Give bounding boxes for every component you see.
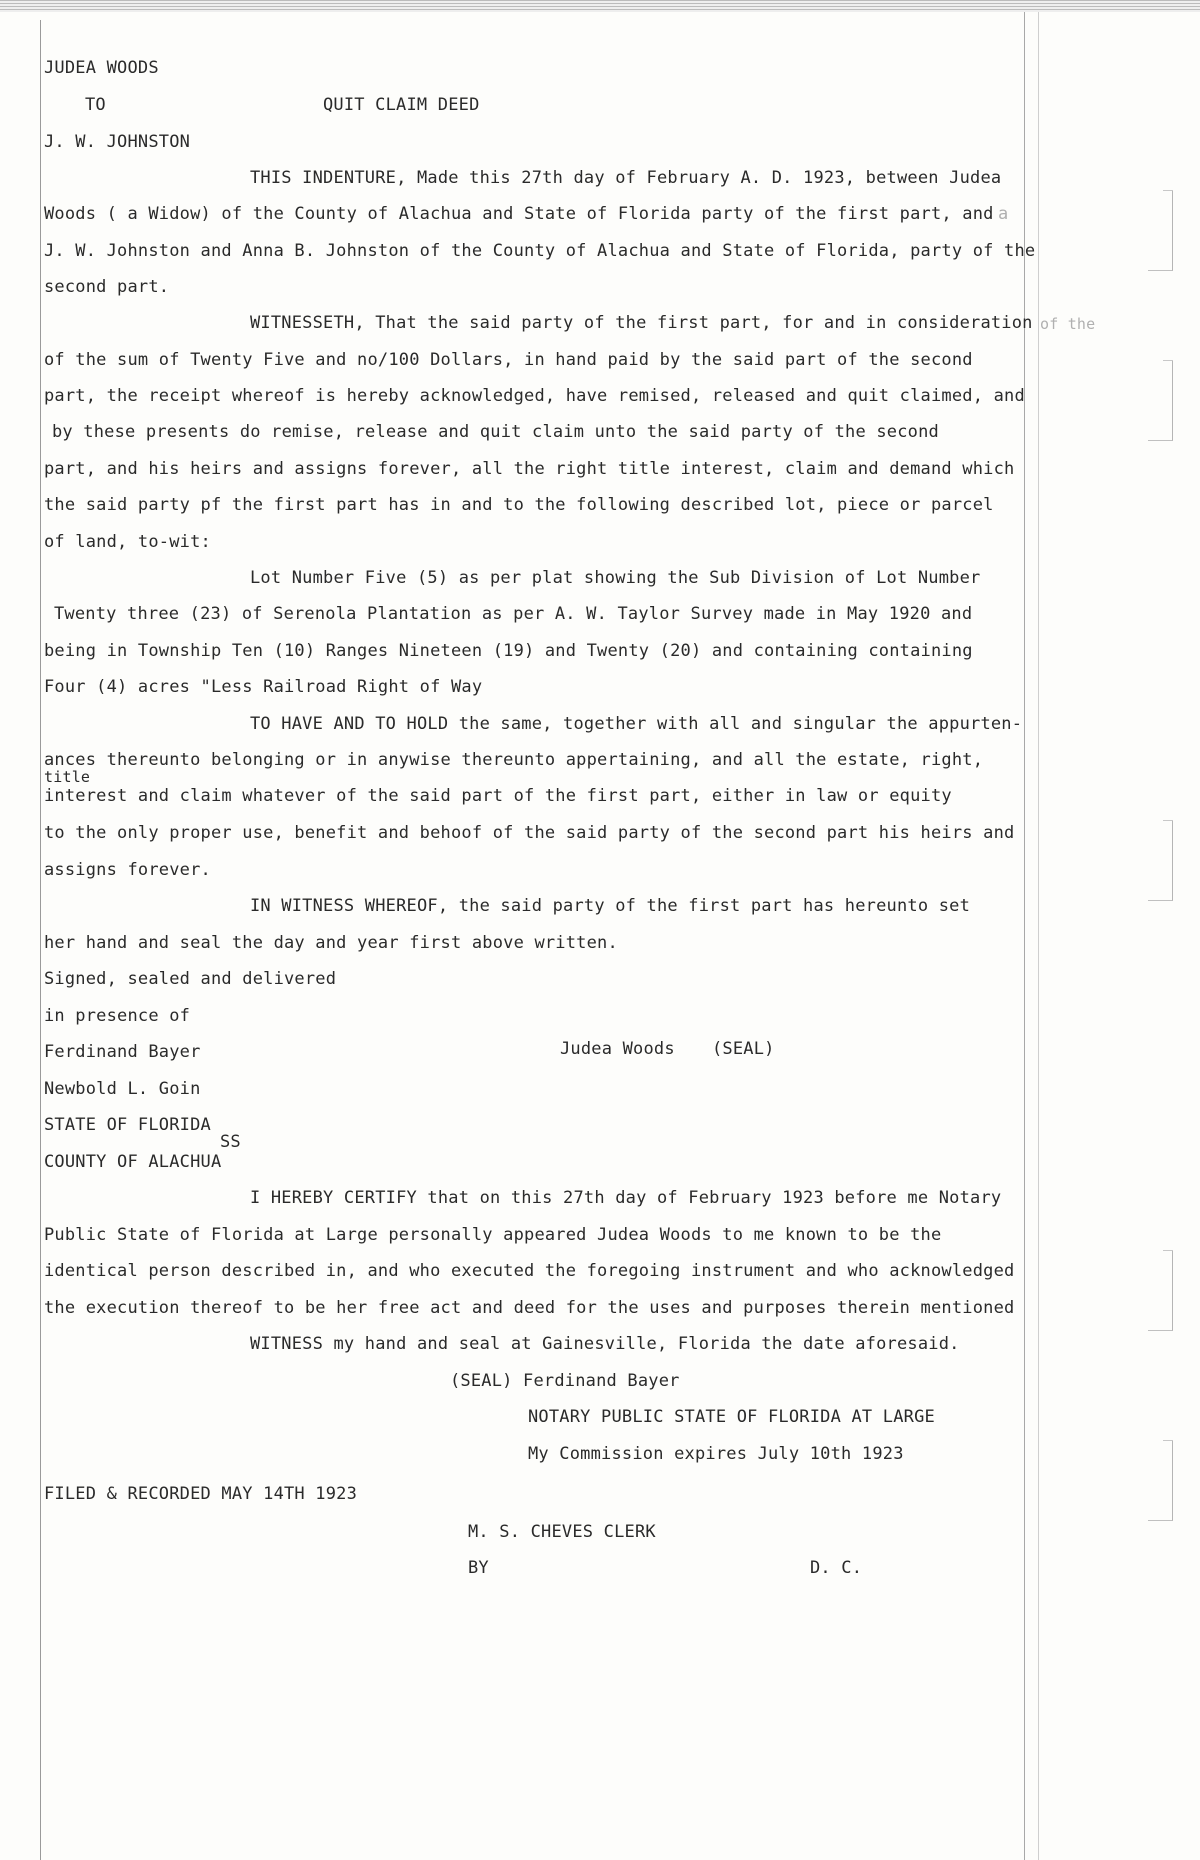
in-presence-line: in presence of	[44, 1006, 191, 1026]
signer-name: Judea Woods	[560, 1039, 675, 1059]
clerk-name: M. S. CHEVES CLERK	[468, 1522, 656, 1542]
deputy-clerk-label: D. C.	[810, 1558, 863, 1578]
by-label: BY	[468, 1558, 489, 1578]
margin-bracket-mark	[1148, 1250, 1173, 1331]
body-line: Four (4) acres "Less Railroad Right of Way	[44, 677, 483, 697]
document-title: QUIT CLAIM DEED	[323, 95, 480, 115]
body-line: ances thereunto belonging or in anywise thereunto appertaining, and all the estate, right,	[44, 750, 984, 770]
venue-state: STATE OF FLORIDA	[44, 1115, 211, 1135]
witness-name: Newbold L. Goin	[44, 1079, 201, 1099]
page-top-edge	[0, 0, 1200, 12]
signed-sealed-line: Signed, sealed and delivered	[44, 969, 337, 989]
left-margin-rule	[40, 20, 41, 1860]
body-line: second part.	[44, 277, 170, 297]
body-line: to the only proper use, benefit and behoof of the said party of the second part his heirs and	[44, 823, 1015, 843]
body-line: interest and claim whatever of the said part of the first part, either in law or equity	[44, 786, 952, 806]
body-line: of land, to-wit:	[44, 532, 211, 552]
notary-seal-name: (SEAL) Ferdinand Bayer	[450, 1371, 680, 1391]
grantor-name: JUDEA WOODS	[44, 58, 159, 78]
body-line: Lot Number Five (5) as per plat showing the Sub Division of Lot Number	[250, 568, 981, 588]
signer-seal: (SEAL)	[712, 1039, 775, 1059]
body-line: being in Township Ten (10) Ranges Nineteen (19) and Twenty (20) and containing containing	[44, 641, 973, 661]
body-line: of the sum of Twenty Five and no/100 Dollars, in hand paid by the said part of the second	[44, 350, 973, 370]
body-line: Twenty three (23) of Serenola Plantation as per A. W. Taylor Survey made in May 1920 and	[54, 604, 973, 624]
venue-county: COUNTY OF ALACHUA	[44, 1152, 222, 1172]
to-label: TO	[85, 95, 106, 115]
body-line: THIS INDENTURE, Made this 27th day of February A. D. 1923, between Judea	[250, 168, 1002, 188]
margin-bracket-mark	[1148, 820, 1173, 901]
body-line: by these presents do remise, release and quit claim unto the said party of the second	[52, 422, 939, 442]
certificate-line: I HEREBY CERTIFY that on this 27th day of February 1923 before me Notary	[250, 1188, 1002, 1208]
body-line: assigns forever.	[44, 860, 211, 880]
body-line: WITNESSETH, That the said party of the first part, for and in consideration	[250, 313, 1033, 333]
margin-bracket-mark	[1148, 1440, 1173, 1521]
body-line: J. W. Johnston and Anna B. Johnston of the County of Alachua and State of Florida, party of the	[44, 241, 1036, 261]
body-line: part, and his heirs and assigns forever, all the right title interest, claim and demand which	[44, 459, 1015, 479]
margin-bracket-mark	[1148, 190, 1173, 271]
certificate-line: Public State of Florida at Large personally appeared Judea Woods to me known to be the	[44, 1225, 942, 1245]
body-line: her hand and seal the day and year first above written.	[44, 933, 618, 953]
margin-faint-text: a	[998, 204, 1009, 224]
margin-faint-text: of the	[1040, 315, 1096, 333]
right-margin-rule	[1024, 12, 1025, 1860]
body-line: the said party pf the first part has in and to the following described lot, piece or parcel	[44, 495, 994, 515]
margin-bracket-mark	[1148, 360, 1173, 441]
right-margin-rule-inner	[1038, 12, 1039, 1860]
body-line: Woods ( a Widow) of the County of Alachua and State of Florida party of the first part, and	[44, 204, 994, 224]
body-line: part, the receipt whereof is hereby acknowledged, have remised, released and quit claimed, and	[44, 386, 1025, 406]
body-line: IN WITNESS WHEREOF, the said party of the first part has hereunto set	[250, 896, 971, 916]
body-line: TO HAVE AND TO HOLD the same, together with all and singular the appurten-	[250, 714, 1023, 734]
certificate-line: identical person described in, and who executed the foregoing instrument and who acknowledged	[44, 1261, 1015, 1281]
body-line-insert: title	[44, 768, 91, 786]
grantee-name: J. W. JOHNSTON	[44, 132, 191, 152]
filed-recorded: FILED & RECORDED MAY 14TH 1923	[44, 1484, 358, 1504]
witness-name: Ferdinand Bayer	[44, 1042, 201, 1062]
venue-ss: SS	[220, 1132, 241, 1152]
certificate-line: the execution thereof to be her free act and deed for the uses and purposes therein mentioned	[44, 1298, 1015, 1318]
notary-title: NOTARY PUBLIC STATE OF FLORIDA AT LARGE	[528, 1407, 935, 1427]
certificate-line: WITNESS my hand and seal at Gainesville, Florida the date aforesaid.	[250, 1334, 960, 1354]
notary-commission: My Commission expires July 10th 1923	[528, 1444, 904, 1464]
